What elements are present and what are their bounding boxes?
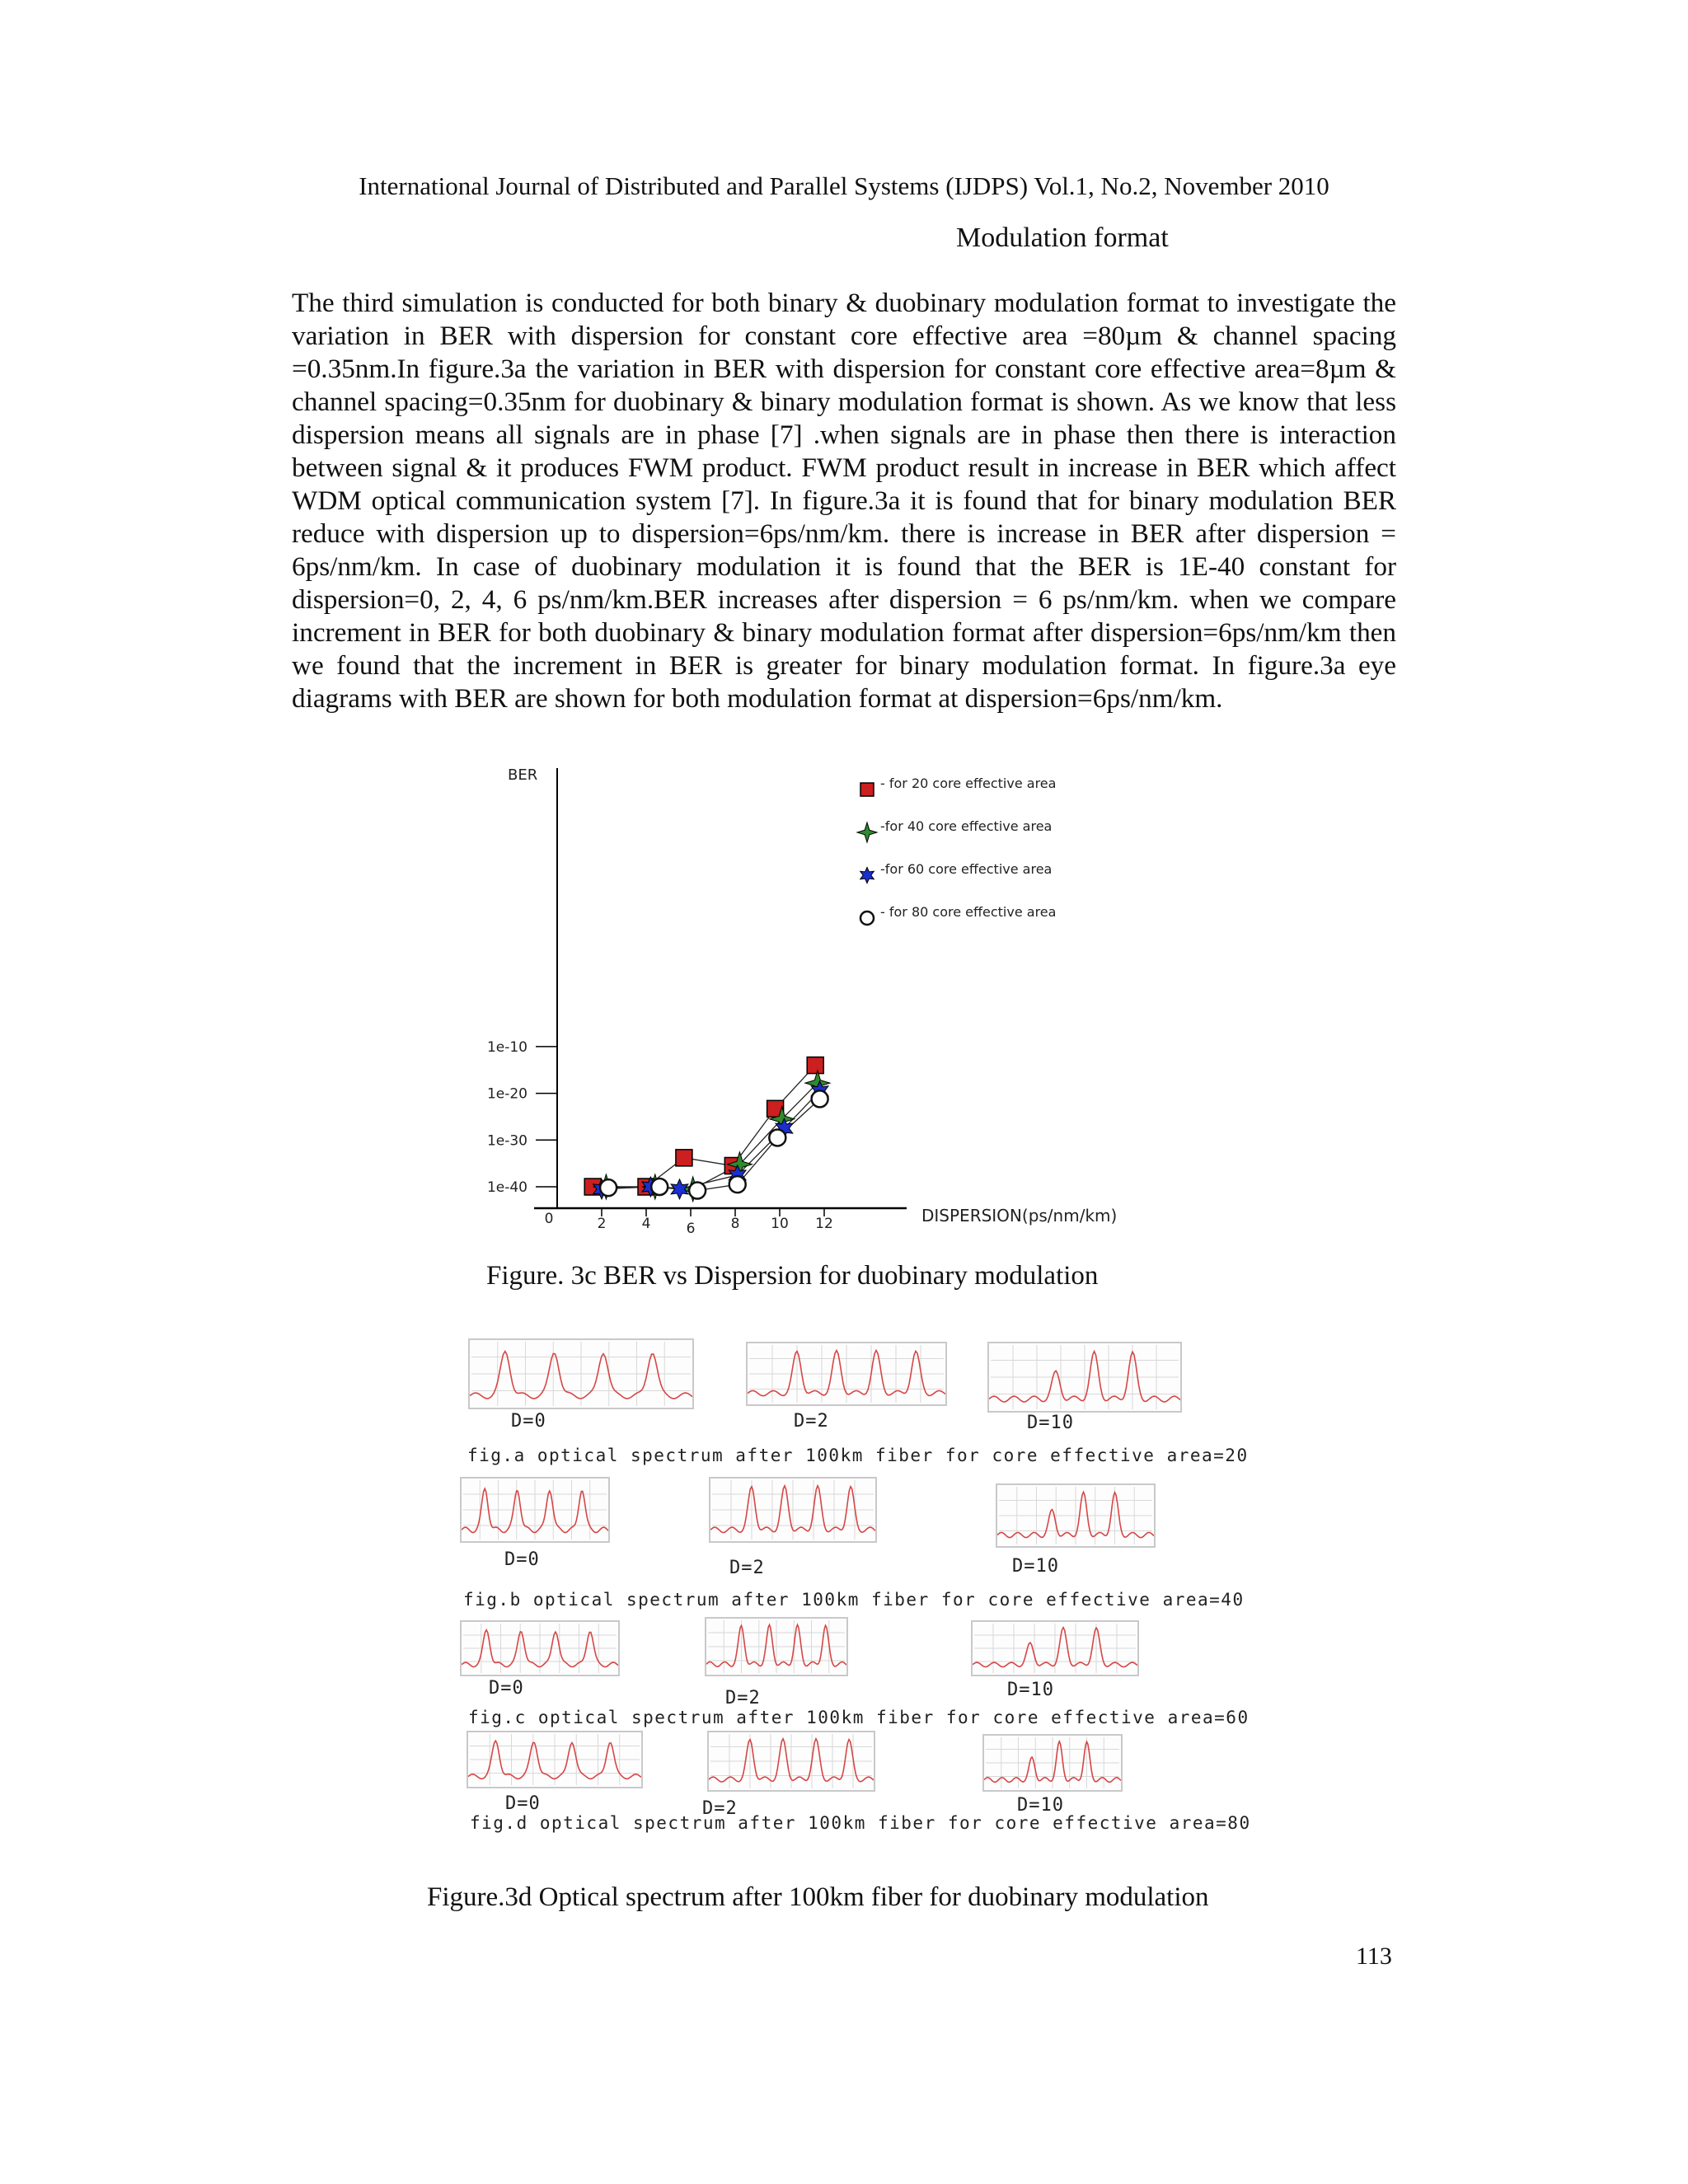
section-subheading: Modulation format — [956, 223, 1169, 253]
dispersion-label: D=2 — [794, 1411, 829, 1432]
data-point — [651, 1179, 668, 1195]
x-tick-label: 10 — [771, 1216, 789, 1232]
page-number: 113 — [1356, 1943, 1392, 1970]
legend-label: -for 40 core effective area — [880, 818, 1053, 834]
legend-marker — [860, 783, 874, 796]
dispersion-label: D=2 — [729, 1558, 765, 1578]
data-point — [812, 1090, 828, 1107]
journal-header: International Journal of Distributed and Parallel Systems (IJDPS) Vol.1, No.2, November 2010 — [359, 171, 1329, 200]
data-point — [807, 1057, 823, 1074]
legend-label: -for 60 core effective area — [880, 861, 1053, 877]
spectrum-plot — [746, 1342, 947, 1406]
ber-vs-dispersion-chart — [462, 758, 1121, 1253]
spectrum-plot — [707, 1731, 875, 1792]
legend-marker — [857, 823, 877, 842]
legend-label: - for 20 core effective area — [880, 776, 1057, 791]
dispersion-label: D=2 — [725, 1688, 761, 1708]
x-tick-label: 12 — [815, 1216, 833, 1232]
spectrum-plot — [460, 1620, 620, 1676]
spectrum-plot — [467, 1731, 643, 1788]
y-tick-label: 1e-30 — [486, 1132, 528, 1150]
data-point — [729, 1176, 746, 1193]
x-tick-label: 0 — [544, 1211, 554, 1227]
spectrum-plot — [460, 1477, 610, 1543]
dispersion-label: D=10 — [1007, 1680, 1054, 1700]
spectrum-plot — [996, 1483, 1156, 1548]
spectrum-plot — [705, 1617, 848, 1676]
dispersion-label: D=10 — [1012, 1556, 1059, 1577]
data-point — [769, 1129, 785, 1146]
spectrum-plot — [971, 1620, 1139, 1676]
legend-label: - for 80 core effective area — [880, 904, 1057, 920]
figure-3c-caption: Figure. 3c BER vs Dispersion for duobinary modulation — [486, 1261, 1099, 1291]
legend-marker — [860, 912, 874, 925]
spectrum-subcaption: fig.c optical spectrum after 100km fiber for core effective area=60 — [468, 1708, 1250, 1727]
spectrum-plot — [709, 1477, 877, 1543]
dispersion-label: D=0 — [489, 1678, 524, 1699]
dispersion-label: D=10 — [1017, 1795, 1064, 1816]
y-tick-label: 1e-20 — [486, 1085, 528, 1103]
dispersion-label: D=0 — [511, 1411, 546, 1432]
data-point — [676, 1150, 692, 1166]
spectrum-subcaption: fig.b optical spectrum after 100km fiber for core effective area=40 — [463, 1590, 1245, 1610]
spectrum-plot — [987, 1342, 1182, 1413]
spectrum-plot — [982, 1734, 1123, 1792]
x-tick-label: 2 — [597, 1216, 607, 1232]
x-axis-label: DISPERSION(ps/nm/km) — [921, 1206, 1118, 1226]
data-point — [600, 1179, 617, 1196]
legend-marker — [860, 867, 874, 883]
dispersion-label: D=0 — [505, 1793, 541, 1814]
dispersion-label: D=2 — [702, 1798, 738, 1819]
y-tick-label: 1e-40 — [486, 1179, 528, 1196]
dispersion-label: D=0 — [504, 1549, 540, 1570]
y-axis-label: BER — [508, 766, 538, 784]
x-tick-label: 4 — [641, 1216, 651, 1232]
spectrum-plot — [468, 1338, 694, 1409]
y-tick-label: 1e-10 — [486, 1038, 528, 1056]
spectrum-subcaption: fig.a optical spectrum after 100km fiber for core effective area=20 — [467, 1446, 1249, 1465]
data-point — [689, 1183, 706, 1199]
x-tick-label: 8 — [730, 1216, 740, 1232]
dispersion-label: D=10 — [1027, 1413, 1074, 1433]
body-paragraph: The third simulation is conducted for both binary & duobinary modulation format to investigate the variation in BER with dispersion for constant core effective area =80µm & channel spacing =0.35nm.In figure.3a the variation in BER with dispersion for constant core effective area=8µm & channel spacing=0.35nm for duobinary & binary modulation format is shown. As we know that less dispersion means all signals are in phase [7] .when signals are in phase then there is interaction between signal & it produces FWM product. FWM product result in increase in BER which affect WDM optical communication system [7]. In figure.3a it is found that for binary modulation BER reduce with dispersion up to dispersion=6ps/nm/km. there is increase in BER after dispersion = 6ps/nm/km. In case of duobinary modulation it is found that the BER is 1E-40 constant for dispersion=0, 2, 4, 6 ps/nm/km.BER increases after dispersion = 6 ps/nm/km. when we compare increment in BER for both duobinary & binary modulation format after dispersion=6ps/nm/km then we found that the increment in BER is greater for binary modulation format. In figure.3a eye diagrams with BER are shown for both modulation format at dispersion=6ps/nm/km. — [292, 288, 1396, 714]
spectrum-subcaption: fig.d optical spectrum after 100km fiber for core effective area=80 — [470, 1813, 1251, 1833]
figure-3d-caption: Figure.3d Optical spectrum after 100km fiber for duobinary modulation — [427, 1882, 1209, 1912]
series-line — [602, 1091, 820, 1189]
x-tick-label: 6 — [686, 1221, 696, 1237]
